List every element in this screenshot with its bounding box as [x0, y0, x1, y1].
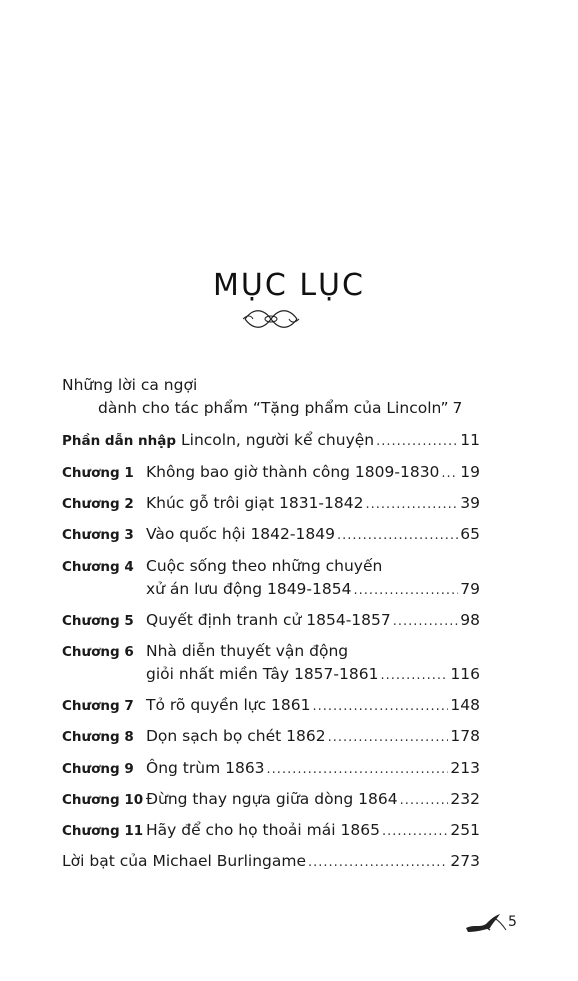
entry-label: Chương 5	[62, 613, 134, 629]
page-footer	[464, 910, 534, 936]
dot-leader	[312, 699, 448, 714]
entry-label: Chương 4	[62, 559, 134, 575]
entry-label: Chương 1	[62, 465, 134, 481]
toc-entry-chapter-2[interactable]	[62, 494, 480, 516]
dot-leader	[376, 434, 458, 449]
page-number: 65	[460, 525, 480, 543]
dot-leader	[365, 497, 458, 512]
toc-entry-chapter-11[interactable]	[62, 821, 480, 843]
entry-label: Chương 2	[62, 496, 134, 512]
page-number: 213	[450, 759, 480, 777]
dot-leader	[393, 614, 459, 629]
entry-title: Hãy để cho họ thoải mái 1865	[146, 821, 380, 839]
entry-title: Vào quốc hội 1842-1849	[146, 525, 335, 543]
page-number: 39	[460, 494, 480, 512]
dot-leader	[308, 855, 448, 870]
praise-line-1: Những lời ca ngợi	[62, 376, 198, 394]
page-number: 251	[450, 821, 480, 839]
entry-title: Lời bạt của Michael Burlingame	[62, 852, 306, 870]
entry-label: Chương 11	[62, 823, 144, 839]
entry-title: Lincoln, người kể chuyện	[181, 431, 375, 449]
entry-label: Chương 6	[62, 644, 134, 660]
entry-label: Chương 9	[62, 761, 134, 777]
entry-label: Chương 10	[62, 792, 144, 808]
dot-leader	[441, 466, 458, 481]
toc-entry-intro[interactable]	[62, 431, 480, 453]
dot-leader	[337, 528, 458, 543]
entry-title: Đừng thay ngựa giữa dòng 1864	[146, 790, 398, 808]
toc-entry-chapter-9[interactable]	[62, 759, 480, 781]
dot-leader	[267, 762, 449, 777]
toc-entry-chapter-6-line-2[interactable]	[62, 665, 480, 687]
entry-label: Chương 8	[62, 729, 134, 745]
entry-title: Tỏ rõ quyền lực 1861	[146, 696, 311, 714]
entry-title: Khúc gỗ trôi giạt 1831-1842	[146, 494, 364, 512]
page-number: 116	[450, 665, 480, 683]
page-number: 7	[452, 399, 463, 417]
entry-title: Nhà diễn thuyết vận động	[146, 642, 349, 660]
page-number: 98	[460, 611, 480, 629]
page-number: 273	[450, 852, 480, 870]
entry-title-continued: giỏi nhất miền Tây 1857-1861	[146, 665, 379, 683]
entry-title: Cuộc sống theo những chuyến	[146, 557, 383, 575]
toc-entry-chapter-5[interactable]	[62, 611, 480, 633]
page-number: 11	[460, 431, 480, 449]
entry-label: Chương 3	[62, 527, 134, 543]
page-number: 19	[460, 463, 480, 481]
toc-entry-chapter-8[interactable]	[62, 727, 480, 749]
entry-title: Không bao giờ thành công 1809-1830	[146, 463, 440, 481]
flourish-ornament-icon	[241, 306, 301, 332]
toc-entry-praise[interactable]	[98, 399, 463, 421]
dot-leader	[380, 668, 448, 683]
page-number: 5	[508, 914, 517, 930]
dot-leader	[382, 824, 448, 839]
dot-leader	[328, 730, 449, 745]
entry-title: Dọn sạch bọ chét 1862	[146, 727, 326, 745]
entry-label: Phần dẫn nhập	[62, 433, 177, 449]
toc-entry-chapter-6-line-1[interactable]	[62, 642, 480, 664]
entry-title: dành cho tác phẩm “Tặng phẩm của Lincoln”	[98, 399, 449, 417]
toc-entry-chapter-1[interactable]	[62, 463, 480, 485]
toc-entry-chapter-4-line-2[interactable]	[62, 580, 480, 602]
dot-leader	[353, 583, 458, 598]
entry-title: Quyết định tranh cử 1854-1857	[146, 611, 391, 629]
page-number: 79	[460, 580, 480, 598]
toc-entry-chapter-7[interactable]	[62, 696, 480, 718]
entry-title-continued: xử án lưu động 1849-1854	[146, 580, 352, 598]
page-number: 148	[450, 696, 480, 714]
toc-entry-afterword[interactable]	[62, 852, 480, 874]
toc-title: MỤC LỤC	[213, 268, 365, 303]
dot-leader	[400, 793, 449, 808]
page-number: 232	[450, 790, 480, 808]
quill-ornament-icon	[464, 910, 508, 936]
toc-entry-chapter-4-line-1[interactable]	[62, 557, 480, 579]
page-number: 178	[450, 727, 480, 745]
toc-entry-chapter-10[interactable]	[62, 790, 480, 812]
entry-label: Chương 7	[62, 698, 134, 714]
entry-title: Ông trùm 1863	[146, 759, 265, 777]
toc-entry-chapter-3[interactable]	[62, 525, 480, 547]
